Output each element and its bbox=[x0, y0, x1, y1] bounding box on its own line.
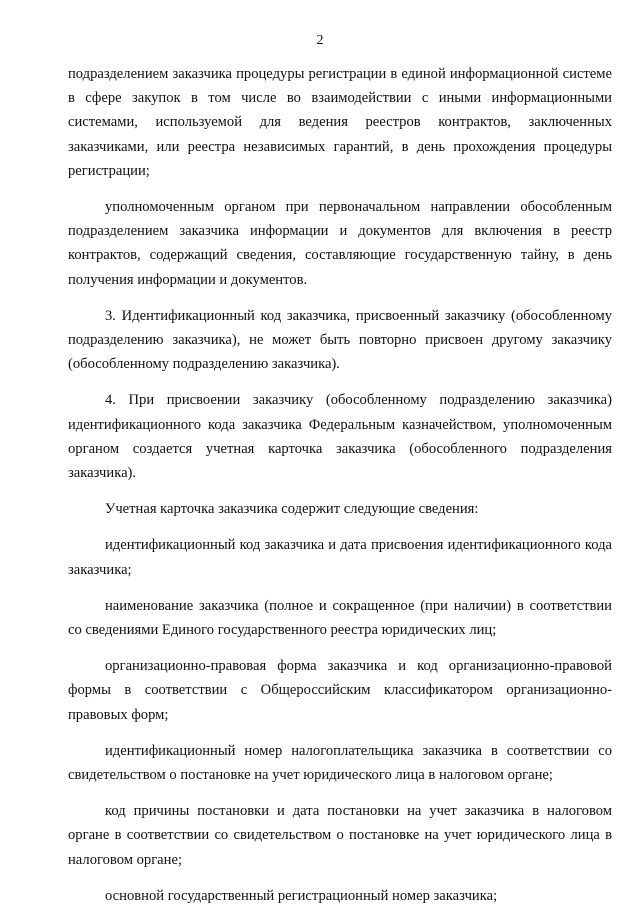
paragraph-kpp: код причины постановки и дата постановки на учет заказчика в налоговом органе в соответствии со свидетельством о постановке на учет юридического лица в налоговом органе; bbox=[68, 803, 612, 868]
paragraph-authorized-body-secret-registry: уполномоченным органом при первоначальном направлении обособленным подразделением заказчика информации и документов для включения в реестр контрактов, содержащий сведения, составляющие государственную тайну, в день получения информации и документов. bbox=[68, 199, 612, 288]
paragraph-customer-name: наименование заказчика (полное и сокращенное (при наличии) в соответствии со сведениями Единого государственного реестра юридических лиц; bbox=[68, 597, 612, 639]
paragraph-ogrn: основной государственный регистрационный номер заказчика; bbox=[105, 887, 498, 904]
paragraph-inn: идентификационный номер налогоплательщика заказчика в соответствии со свидетельством о постановке на учет юридического лица в налоговом органе; bbox=[68, 742, 612, 784]
paragraph-identification-code: идентификационный код заказчика и дата присвоения идентификационного кода заказчика; bbox=[68, 537, 612, 578]
paragraph-legal-form: организационно-правовая форма заказчика и код организационно-правовой формы в соответствии с Общероссийским классификатором организационно-правовых форм; bbox=[68, 658, 612, 723]
document-body bbox=[68, 62, 612, 908]
paragraph-account-card-intro: Учетная карточка заказчика содержит следующие сведения: bbox=[105, 501, 479, 518]
page-number: 2 bbox=[316, 33, 324, 48]
paragraph-item-3: 3. Идентификационный код заказчика, присвоенный заказчику (обособленному подразделению заказчика), не может быть повторно присвоен другому заказчику (обособленному подразделению заказчика). bbox=[68, 307, 612, 373]
paragraph-registration-in-eis: подразделением заказчика процедуры регистрации в единой информационной системе в сфере закупок в том числе во взаимодействии с иными информационными системами, используемой для ведения реестров контрактов, заключенных заказчиками, или реестра независимых гарантий, в день прохождения процедуры регистрации; bbox=[68, 66, 612, 179]
paragraph-item-4: 4. При присвоении заказчику (обособленному подразделению заказчика) идентификационного кода заказчика Федеральным казначейством, уполномоченным органом создается учетная карточка заказчика (обособленного подразделения заказчика). bbox=[68, 392, 612, 482]
